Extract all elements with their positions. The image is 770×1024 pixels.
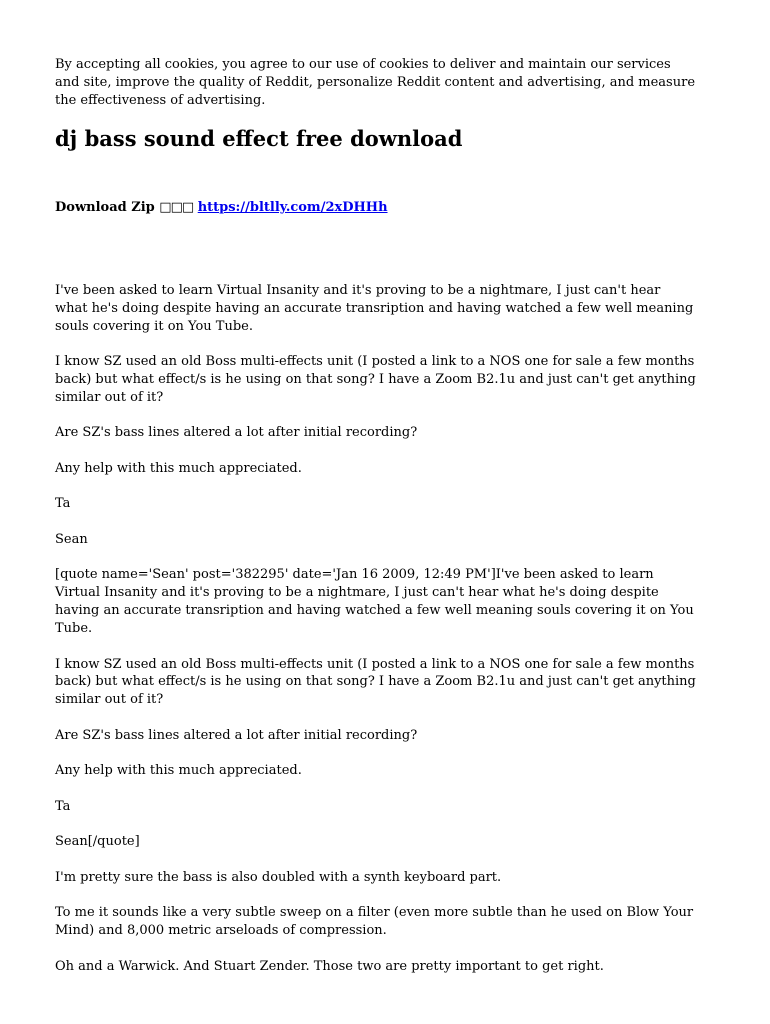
paragraph: [quote name='Sean' post='382295' date='Jan 16 2009, 12:49 PM']I've been asked to learn Virtual Insanity and it's proving to be a nightmare, I just can't hear what he's doing despite having an accurate transription and having watched a few well meaning souls covering it on You Tube. (55, 567, 694, 637)
download-line (55, 199, 696, 217)
paragraph: Oh and a Warwick. And Stuart Zender. Those two are pretty important to get right. (55, 958, 604, 974)
download-link[interactable]: https://bltlly.com/2xDHHh (197, 199, 388, 215)
paragraph: Sean (55, 531, 88, 547)
paragraph: I know SZ used an old Boss multi-effects unit (I posted a link to a NOS one for sale a few months back) but what effect/s is he using on that song? I have a Zoom B2.1u and just can't get anything similar out of it? (55, 354, 696, 405)
paragraph: I'm pretty sure the bass is also doubled with a synth keyboard part. (55, 869, 502, 885)
paragraph: Ta (55, 798, 71, 814)
paragraph: Are SZ's bass lines altered a lot after initial recording? (55, 425, 418, 441)
placeholder-glyphs: □□□ (159, 199, 194, 215)
paragraph: Ta (55, 496, 71, 512)
paragraph: Are SZ's bass lines altered a lot after initial recording? (55, 727, 418, 743)
paragraph: To me it sounds like a very subtle sweep on a filter (even more subtle than he used on Blow Your Mind) and 8,000 metric arseloads of compression. (55, 905, 694, 939)
paragraph: Any help with this much appreciated. (55, 763, 302, 779)
paragraph: I've been asked to learn Virtual Insanity and it's proving to be a nightmare, I just can't hear what he's doing despite having an accurate transription and having watched a few well meaning souls covering it on You Tube. (55, 282, 694, 334)
download-label: Download Zip (55, 199, 155, 215)
cookie-notice: By accepting all cookies, you agree to our use of cookies to deliver and maintain our services and site, improve the quality of Reddit, personalize Reddit content and advertising, and measure the effectiveness of advertising. (55, 57, 696, 108)
paragraph: I know SZ used an old Boss multi-effects unit (I posted a link to a NOS one for sale a few months back) but what effect/s is he using on that song? I have a Zoom B2.1u and just can't get anything similar out of it? (55, 656, 696, 708)
post-content (55, 282, 696, 976)
paragraph: Sean[/quote] (55, 834, 140, 850)
paragraph: Any help with this much appreciated. (55, 460, 302, 476)
page-title: dj bass sound effect free download (55, 125, 463, 151)
